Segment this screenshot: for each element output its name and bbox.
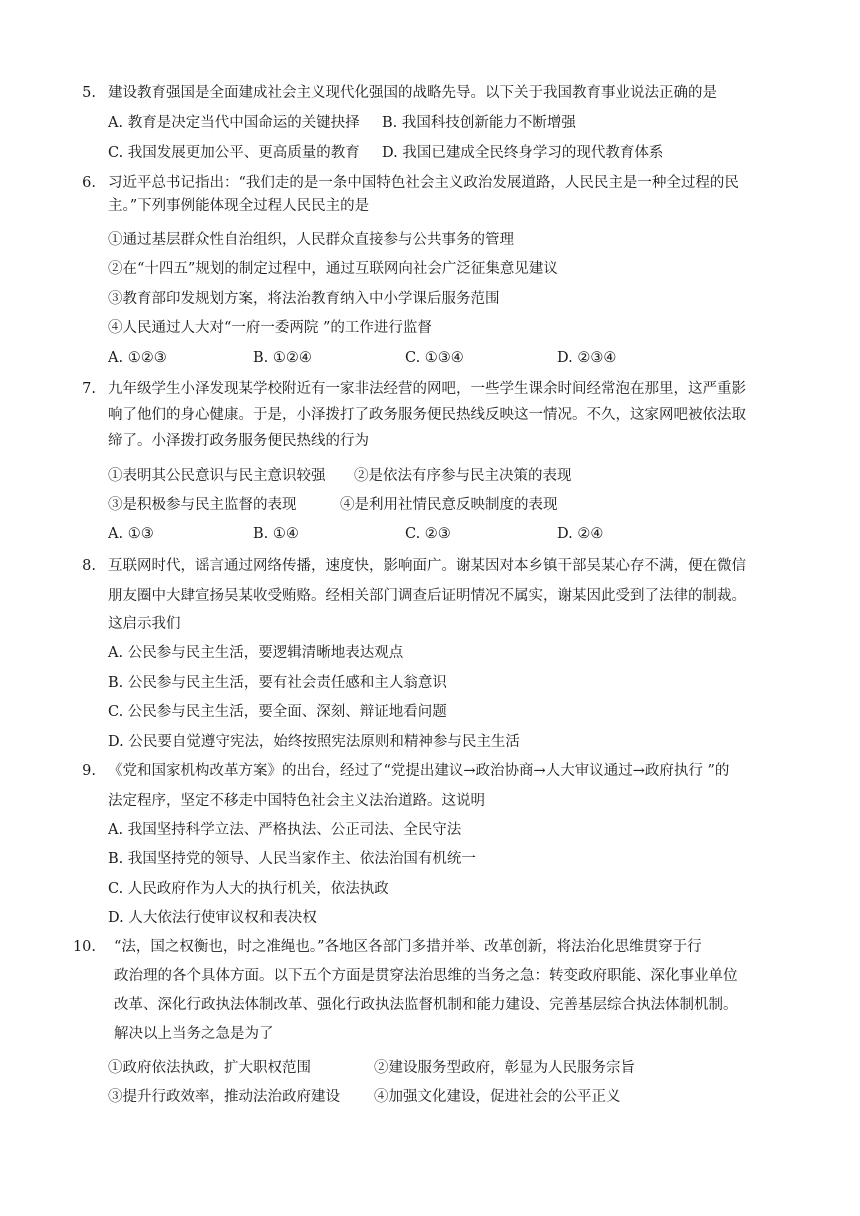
question-number: 9. <box>82 763 96 779</box>
option-a: A. 公民参与民主生活，要逻辑清晰地表达观点 <box>108 645 404 661</box>
statement-1: ①通过基层群众性自治组织，人民群众直接参与公共事务的管理 <box>108 232 514 248</box>
statements-row-1 <box>108 466 748 486</box>
statement-1: ①政府依法执政，扩大职权范围 <box>108 1060 311 1076</box>
statement-4: ④是利用社情民意反映制度的表现 <box>340 497 558 513</box>
statement-3: ③是积极参与民主监督的表现 <box>108 497 297 513</box>
question-stem: 习近平总书记指出：“我们走的是一条中国特色社会主义政治发展道路，人民民主是一种全过程的民 <box>108 175 739 191</box>
option-b: B. 我国科技创新能力不断增强 <box>382 115 576 131</box>
question-stem-cont: 政治理的各个具体方面。以下五个方面是贯穿法治思维的当务之急：转变政府职能、深化事业单位 <box>114 968 738 984</box>
question-stem: 九年级学生小泽发现某学校附近有一家非法经营的网吧，一些学生课余时间经常泡在那里，这严重影 <box>108 381 746 397</box>
question-number: 6. <box>82 175 96 191</box>
option-c: C. 我国发展更加公平、更高质量的教育 <box>108 145 360 161</box>
statement-4: ④加强文化建设，促进社会的公平正义 <box>374 1089 621 1105</box>
option-d: D. ②④ <box>557 526 604 542</box>
option-c: C. ②③ <box>405 526 451 542</box>
options-row <box>108 524 748 544</box>
option-d: D. 公民要自觉遵守宪法，始终按照宪法原则和精神参与民主生活 <box>108 734 520 750</box>
question-stem-cont: 改革、深化行政执法体制改革、强化行政执法监督机制和能力建设、完善基层综合执法体制机制。 <box>114 997 738 1013</box>
question-stem-cont: 朋友圈中大肆宣扬吴某收受贿赂。经相关部门调查后证明情况不属实，谢某因此受到了法律的制裁。 <box>108 588 746 604</box>
option-a: A. 我国坚持科学立法、严格执法、公正司法、全民守法 <box>108 822 462 838</box>
option-c: C. 公民参与民主生活，要全面、深刻、辩证地看问题 <box>108 704 447 720</box>
option-c: C. ①③④ <box>405 350 464 366</box>
option-d: D. ②③④ <box>557 350 617 366</box>
statement-3: ③提升行政效率，推动法治政府建设 <box>108 1089 340 1105</box>
question-stem: “法，国之权衡也，时之准绳也。”各地区各部门多措并举、改革创新，将法治化思维贯穿于行 <box>114 939 702 955</box>
option-c: C. 人民政府作为人大的执行机关，依法执政 <box>108 881 389 897</box>
question-number: 8. <box>82 558 96 574</box>
statement-2: ②建设服务型政府，彰显为人民服务宗旨 <box>374 1060 635 1076</box>
statement-2: ②在“十四五”规划的制定过程中，通过互联网向社会广泛征集意见建议 <box>108 261 558 277</box>
question-stem-cont: 法定程序，坚定不移走中国特色社会主义法治道路。这说明 <box>108 793 485 809</box>
question-stem-cont: 响了他们的身心健康。于是，小泽拨打了政务服务便民热线反映这一情况。不久，这家网吧被依法取 <box>108 407 746 423</box>
option-b: B. 公民参与民主生活，要有社会责任感和主人翁意识 <box>108 675 447 691</box>
question-stem-cont: 缔了。小泽拨打政务服务便民热线的行为 <box>108 433 369 449</box>
statement-2: ②是依法有序参与民主决策的表现 <box>354 468 572 484</box>
question-stem-cont: 解决以上当务之急是为了 <box>114 1026 274 1042</box>
option-d: D. 人大依法行使审议权和表决权 <box>108 910 317 926</box>
statements-row-2 <box>108 1087 768 1107</box>
option-d: D. 我国已建成全民终身学习的现代教育体系 <box>382 145 664 161</box>
option-a: A. ①③ <box>108 526 154 542</box>
statements-row-2 <box>108 495 748 515</box>
statements-row-1 <box>108 1058 768 1078</box>
question-stem-cont: 主。”下列事例能体现全过程人民民主的是 <box>108 198 370 214</box>
question-stem: 《党和国家机构改革方案》的出台，经过了“党提出建议→政治协商→人大审议通过→政府执行 ”的 <box>108 763 730 779</box>
statement-4: ④人民通过人大对“一府一委两院 ”的工作进行监督 <box>108 320 432 336</box>
options-row <box>108 348 748 368</box>
option-b: B. ①②④ <box>253 350 312 366</box>
question-number: 7. <box>82 381 96 397</box>
option-a: A. ①②③ <box>108 350 167 366</box>
question-number: 5. <box>82 85 96 101</box>
option-b: B. 我国坚持党的领导、人民当家作主、依法治国有机统一 <box>108 851 476 867</box>
question-stem-cont: 这启示我们 <box>108 616 181 632</box>
statement-1: ①表明其公民意识与民主意识较强 <box>108 468 326 484</box>
question-stem: 建设教育强国是全面建成社会主义现代化强国的战略先导。以下关于我国教育事业说法正确的是 <box>108 85 717 101</box>
question-number: 10. <box>72 939 96 955</box>
question-stem: 互联网时代，谣言通过网络传播，速度快，影响面广。谢某因对本乡镇干部吴某心存不满，便在微信 <box>108 558 746 574</box>
option-b: B. ①④ <box>253 526 299 542</box>
statement-3: ③教育部印发规划方案，将法治教育纳入中小学课后服务范围 <box>108 291 500 307</box>
option-a: A. 教育是决定当代中国命运的关键抉择 <box>108 115 360 131</box>
